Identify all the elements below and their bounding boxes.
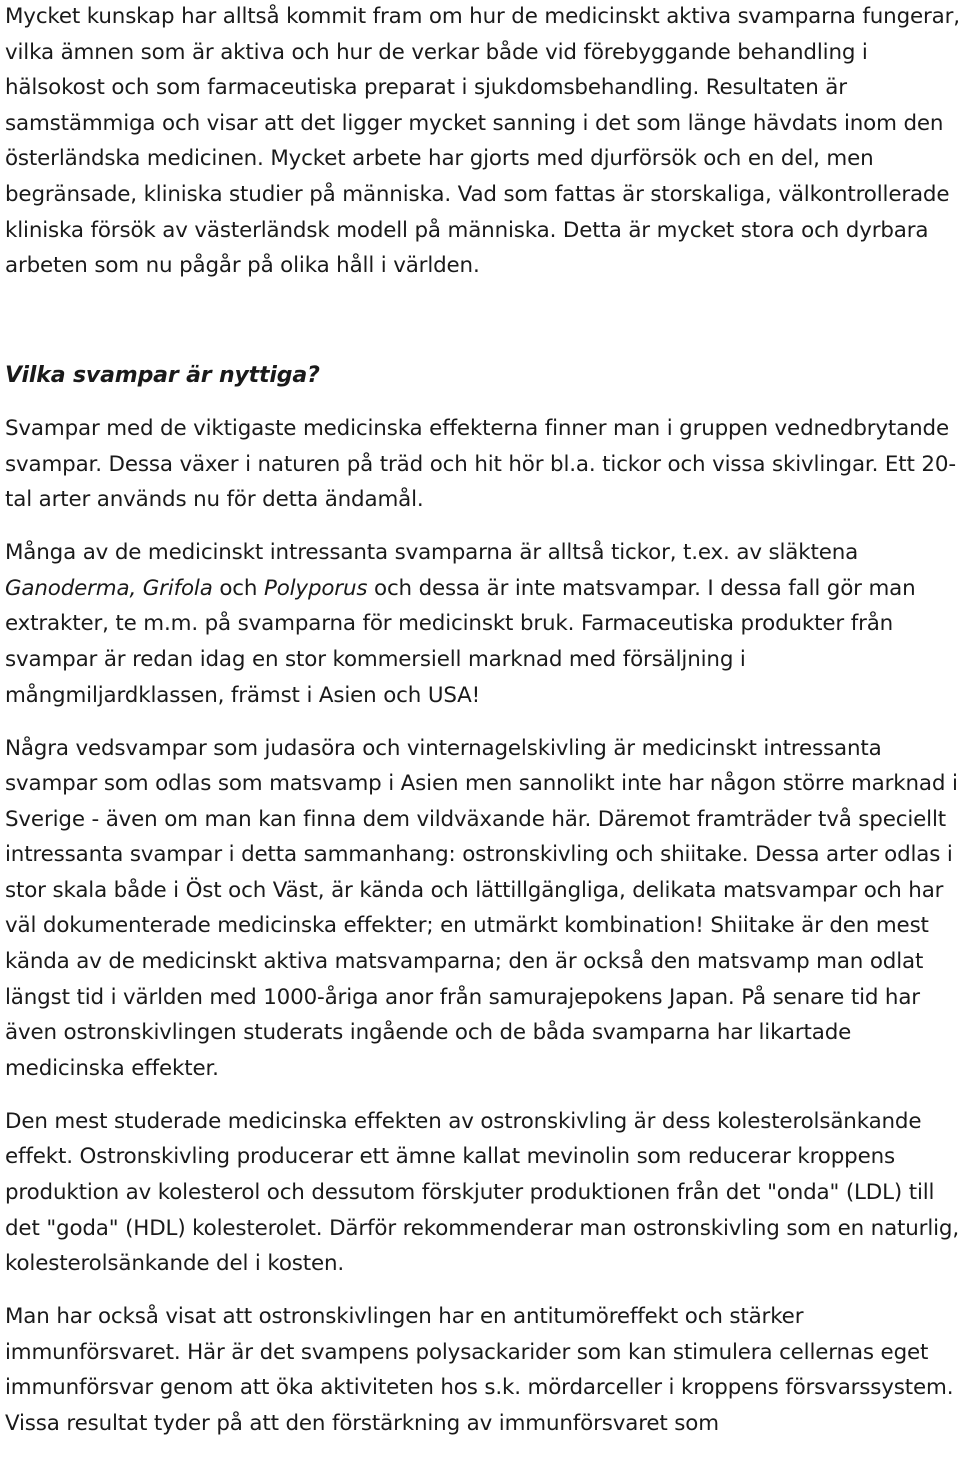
paragraph-2-och: och [212, 575, 264, 601]
intro-block [5, 0, 960, 284]
paragraph-5: Man har också visat att ostronskivlingen har en antitumöreffekt och stärker immunförsvaret. Här är det svampens polysackarider som kan stimulera cellernas eget immunförsvar genom att öka aktiviteten hos s.k. mördarceller i kroppens försvarssystem. Vissa resultat tyder på att den förstärkning av immunförsvaret som [5, 1304, 954, 1436]
paragraph-2 [5, 535, 960, 713]
section-heading: Vilka svampar är nyttiga? [5, 363, 320, 388]
paragraph-1: Svampar med de viktigaste medicinska effekterna finner man i gruppen vednedbrytande svampar. Dessa växer i naturen på träd och hit hör bl.a. tickor och vissa skivlingar. Ett 20-tal arter används nu för detta ändamål. [5, 415, 956, 513]
genus-polyporus: Polyporus [263, 575, 368, 601]
paragraph-4: Den mest studerade medicinska effekten av ostronskivling är dess kolesterolsänkande effekt. Ostronskivling producerar ett ämne kallat mevinolin som reducerar kroppens produktion av kolesterol och dessutom förskjuter produktionen från det "onda" (LDL) till det "goda" (HDL) kolesterolet. Därför rekommenderar man ostronskivling som en naturlig, kolesterolsänkande del i kosten. [5, 1108, 959, 1277]
genus-ganoderma-grifola: Ganoderma, Grifola [5, 575, 213, 601]
paragraph-2-start: Många av de medicinskt intressanta svamparna är alltså tickor, t.ex. av släktena [5, 540, 859, 566]
intro-paragraph: Mycket kunskap har alltså kommit fram om hur de medicinskt aktiva svamparna fungerar, vilka ämnen som är aktiva och hur de verkar både vid förebyggande behandling i hälsokost och som farmaceutiska preparat i sjukdomsbehandling. Resultaten är samstämmiga och visar att det ligger mycket sanning i det som länge hävdats inom den österländska medicinen. Mycket arbete har gjorts med djurförsök och en del, men begränsade, kliniska studier på människa. Vad som fattas är storskaliga, välkontrollerade kliniska försök av västerländsk modell på människa. Detta är mycket stora och dyrbara arbeten som nu pågår på olika håll i världen. [5, 4, 960, 279]
paragraph-2-end: och dessa är inte matsvampar. I dessa fall gör man extrakter, te m.m. på svamparna för medicinskt bruk. Farmaceutiska produkter från svampar är redan idag en stor kommersiell marknad med försäljning i mångmiljardklassen, främst i Asien och USA! [5, 575, 916, 708]
paragraph-3: Några vedsvampar som judasöra och vinternagelskivling är medicinskt intressanta svampar som odlas som matsvamp i Asien men sannolikt inte har någon större marknad i Sverige - även om man kan finna dem vildväxande här. Däremot framträder två speciellt intressanta svampar i detta sammanhang: ostronskivling och shiitake. Dessa arter odlas i stor skala både i Öst och Väst, är kända och lättillgängliga, delikata matsvampar och har väl dokumenterade medicinska effekter; en utmärkt kombination! Shiitake är den mest kända av de medicinskt aktiva matsvamparna; den är också den matsvamp man odlat längst tid i världen med 1000-åriga anor från samurajepokens Japan. På senare tid har även ostronskivlingen studerats ingående och de båda svamparna har likartade medicinska effekter. [5, 735, 958, 1081]
section-block [5, 358, 960, 1459]
